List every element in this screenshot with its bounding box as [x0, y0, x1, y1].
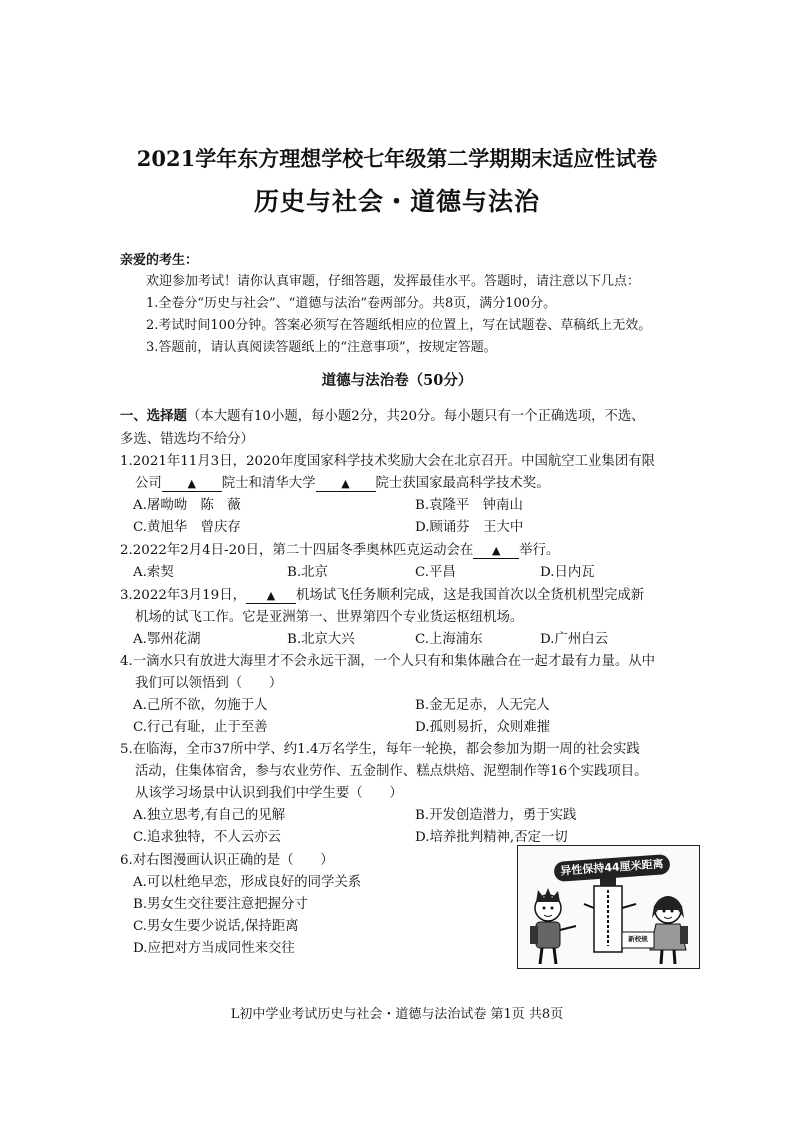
option-b: B.开发创造潜力，勇于实践: [415, 808, 577, 823]
option-c: C.黄旭华 曾庆存: [133, 520, 241, 535]
option-d: D.培养批判精神,否定一切: [415, 830, 568, 845]
q1-text-b: 院士和清华大学: [221, 476, 316, 491]
blank-marker: ▲: [492, 544, 501, 557]
section-title: 道德与法治卷（50分）: [321, 372, 473, 389]
question-line: 从该学习场景中认识到我们中学生要（ ）: [135, 786, 403, 801]
question-line: 5.在临海，全市37所中学、约1.4万名学生，每年一轮换，都会参加为期一周的社会实践: [120, 742, 640, 757]
option-a: A.索契: [133, 565, 174, 580]
option-b: B.金无足赤，人无完人: [415, 698, 550, 713]
option-d: D.日内瓦: [540, 565, 595, 580]
option-b: B.男女生交往要注意把握分寸: [133, 897, 308, 912]
question-line: 6.对右图漫画认识正确的是（ ）: [120, 853, 334, 868]
notice-line: 3.答题前，请认真阅读答题纸上的“注意事项”，按规定答题。: [146, 340, 497, 355]
option-d: D.广州白云: [540, 632, 609, 647]
q1-text-c: 院士获国家最高科学技术奖。: [375, 476, 550, 491]
option-a: A.独立思考,有自己的见解: [133, 808, 286, 823]
part1-heading: 一、选择题: [120, 408, 187, 424]
option-a: A.鄂州花湖: [133, 632, 201, 647]
option-c: C.平昌: [415, 565, 456, 580]
notice-line: 1.全卷分“历史与社会”、“道德与法治”卷两部分。共8页，满分100分。: [146, 296, 557, 311]
option-a: A.己所不欲，勿施于人: [133, 698, 268, 713]
question-line: 机场的试飞工作。它是亚洲第一、世界第四个专业货运枢纽机场。: [135, 610, 524, 625]
q3-text-a: 3.2022年3月19日，: [120, 588, 246, 603]
part1-desc-cont: 多选、错选均不给分）: [120, 432, 254, 447]
blank-marker: ▲: [266, 589, 276, 602]
option-c: C.男女生要少说话,保持距离: [133, 919, 299, 934]
page-footer: L初中学业考试历史与社会・道德与法治试卷 第1页 共8页: [230, 1007, 564, 1022]
question-line: 4.一滴水只有放进大海里才不会永远干涸，一个人只有和集体融合在一起才最有力量。从中: [120, 654, 656, 669]
option-d: D.顾诵芬 王大中: [415, 520, 524, 535]
option-c: C.行己有耻，止于至善: [133, 720, 268, 735]
blank-marker: ▲: [341, 477, 350, 490]
notice-line: 2.考试时间100分钟。答案必须写在答题纸相应的位置上，写在试题卷、草稿纸上无效。: [146, 318, 652, 333]
notice-greeting: 亲爱的考生：: [120, 253, 199, 268]
option-b: B.袁隆平 钟南山: [415, 498, 523, 513]
question-line: [120, 539, 559, 559]
option-b: B.北京: [287, 565, 328, 580]
option-d: D.孤则易折，众则难摧: [415, 720, 551, 735]
option-c: C.上海浦东: [415, 632, 483, 647]
question-line: [135, 472, 550, 492]
q3-text-b: 机场试飞任务顺利完成，这是我国首次以全货机机型完成新: [295, 588, 645, 603]
q2-text-b: 举行。: [519, 543, 560, 558]
answer-blank: [316, 476, 376, 492]
exam-subtitle: 历史与社会・道德与法治: [253, 187, 540, 216]
option-a: A.屠呦呦 陈 薇: [133, 498, 241, 513]
option-a: A.可以杜绝早恋，形成良好的同学关系: [133, 875, 362, 890]
answer-blank: [246, 588, 296, 604]
cartoon-sign: 新校规: [628, 935, 648, 943]
exam-title: 2021学年东方理想学校七年级第二学期期末适应性试卷: [136, 146, 658, 171]
notice-line: 欢迎参加考试！请你认真审题，仔细答题，发挥最佳水平。答题时，请注意以下几点：: [146, 274, 641, 289]
option-d: D.应把对方当成同性来交往: [133, 941, 295, 956]
option-c: C.追求独特，不人云亦云: [133, 830, 281, 845]
blank-marker: ▲: [187, 477, 197, 490]
answer-blank: [162, 476, 222, 492]
question-line: [120, 584, 644, 604]
option-b: B.北京大兴: [287, 632, 355, 647]
q2-text-a: 2.2022年2月4日-20日，第二十四届冬季奥林匹克运动会在: [120, 543, 474, 558]
question-line: 我们可以领悟到（ ）: [135, 676, 283, 691]
part1-desc: （本大题有10小题，每小题2分，共20分。每小题只有一个正确选项，不选、: [186, 409, 645, 424]
question-line: 1.2021年11月3日，2020年度国家科学技术奖励大会在北京召开。中国航空工业集团有限: [120, 454, 655, 469]
q1-text-a: 公司: [135, 476, 162, 491]
cartoon-banner: 异性保持44厘米距离: [553, 854, 670, 882]
cartoon-illustration: [517, 845, 700, 969]
part1-heading-line: [120, 405, 645, 424]
answer-blank: [473, 543, 519, 559]
question-line: 活动，住集体宿舍，参与农业劳作、五金制作、糕点烘焙、泥塑制作等16个实践项目。: [135, 764, 648, 779]
